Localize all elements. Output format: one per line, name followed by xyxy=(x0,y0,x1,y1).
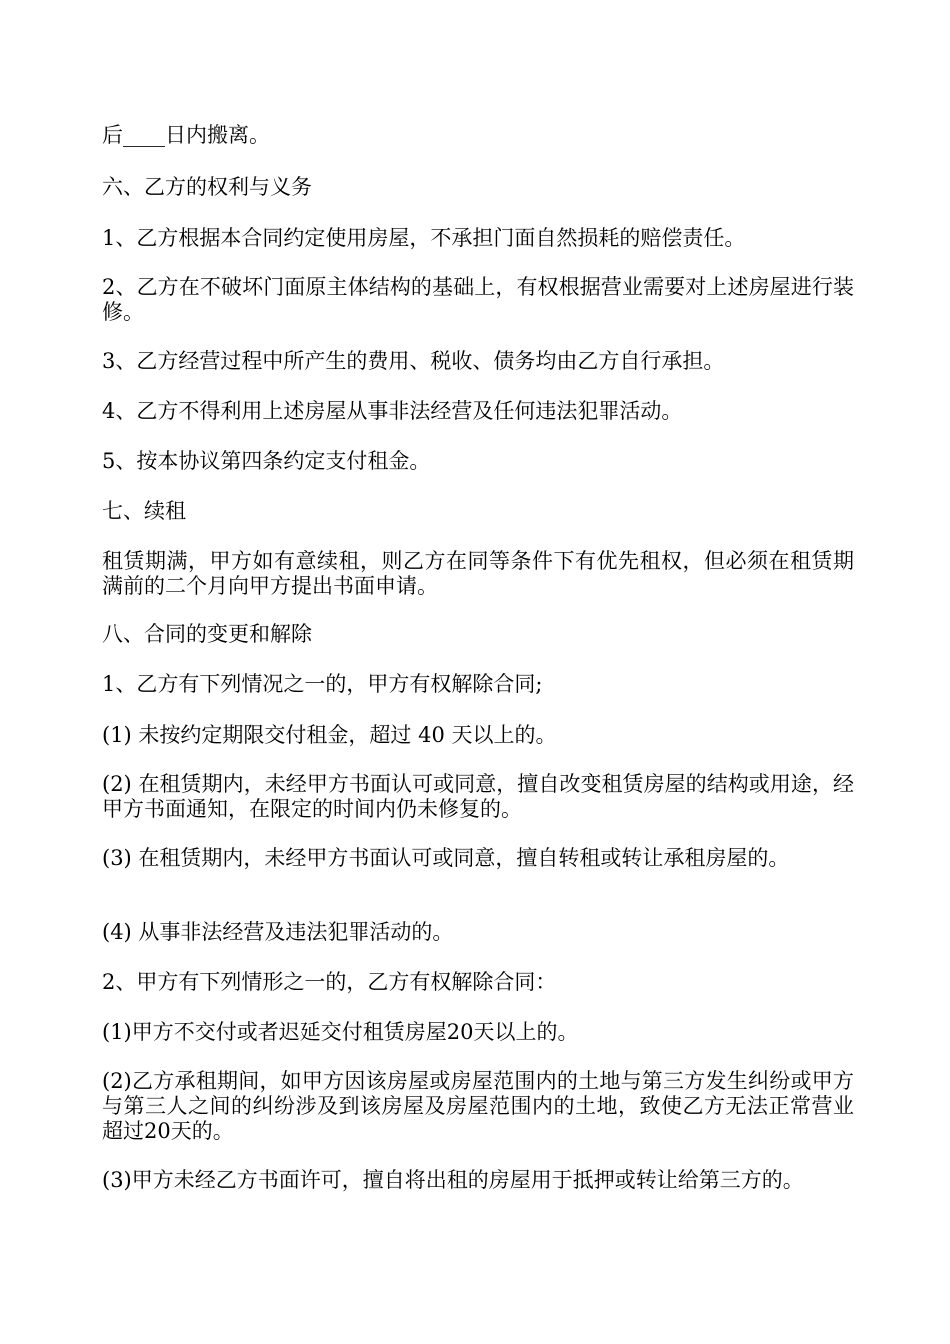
clause-6-5: 5、按本协议第四条约定支付租金。 xyxy=(102,449,431,473)
clause-6-1: 1、乙方根据本合同约定使用房屋，不承担门面自然损耗的赔偿责任。 xyxy=(102,226,746,250)
clause-8-1-item-1: (1) 未按约定期限交付租金，超过 40 天以上的。 xyxy=(102,723,557,747)
clause-8-1-item-2: (2) 在租赁期内，未经甲方书面认可或同意，擅自改变租赁房屋的结构或用途，经甲方书面通知，在限定的时间内仍未修复的。 xyxy=(102,772,854,821)
clause-8-2-item-1: (1)甲方不交付或者迟延交付租赁房屋20天以上的。 xyxy=(102,1020,579,1044)
clause-6-4: 4、乙方不得利用上述房屋从事非法经营及任何违法犯罪活动。 xyxy=(102,399,683,423)
heading-change-termination: 八、合同的变更和解除 xyxy=(102,622,312,646)
clause-8-2-item-2: (2)乙方承租期间，如甲方因该房屋或房屋范围内的土地与第三方发生纠纷或甲方与第三人之间的纠纷涉及到该房屋及房屋范围内的土地，致使乙方无法正常营业超过20天的。 xyxy=(102,1069,854,1143)
clause-8-2: 2、甲方有下列情形之一的，乙方有权解除合同： xyxy=(102,970,557,994)
clause-8-1: 1、乙方有下列情况之一的，甲方有权解除合同; xyxy=(102,672,543,696)
renewal-text: 租赁期满，甲方如有意续租，则乙方在同等条件下有优先租权，但必须在租赁期满前的二个月向甲方提出书面申请。 xyxy=(102,549,854,598)
clause-8-1-item-3: (3) 在租赁期内，未经甲方书面认可或同意，擅自转租或转让承租房屋的。 xyxy=(102,846,790,870)
heading-party-b-rights: 六、乙方的权利与义务 xyxy=(102,175,312,199)
heading-renewal: 七、续租 xyxy=(102,499,186,523)
clause-6-2: 2、乙方在不破坏门面原主体结构的基础上，有权根据营业需要对上述房屋进行装修。 xyxy=(102,275,854,324)
clause-8-1-item-4: (4) 从事非法经营及违法犯罪活动的。 xyxy=(102,920,454,944)
clause-6-3: 3、乙方经营过程中所产生的费用、税收、债务均由乙方自行承担。 xyxy=(102,349,725,373)
paragraph-move-out: 后____日内搬离。 xyxy=(102,123,270,147)
clause-8-2-item-3: (3)甲方未经乙方书面许可，擅自将出租的房屋用于抵押或转让给第三方的。 xyxy=(102,1168,804,1192)
